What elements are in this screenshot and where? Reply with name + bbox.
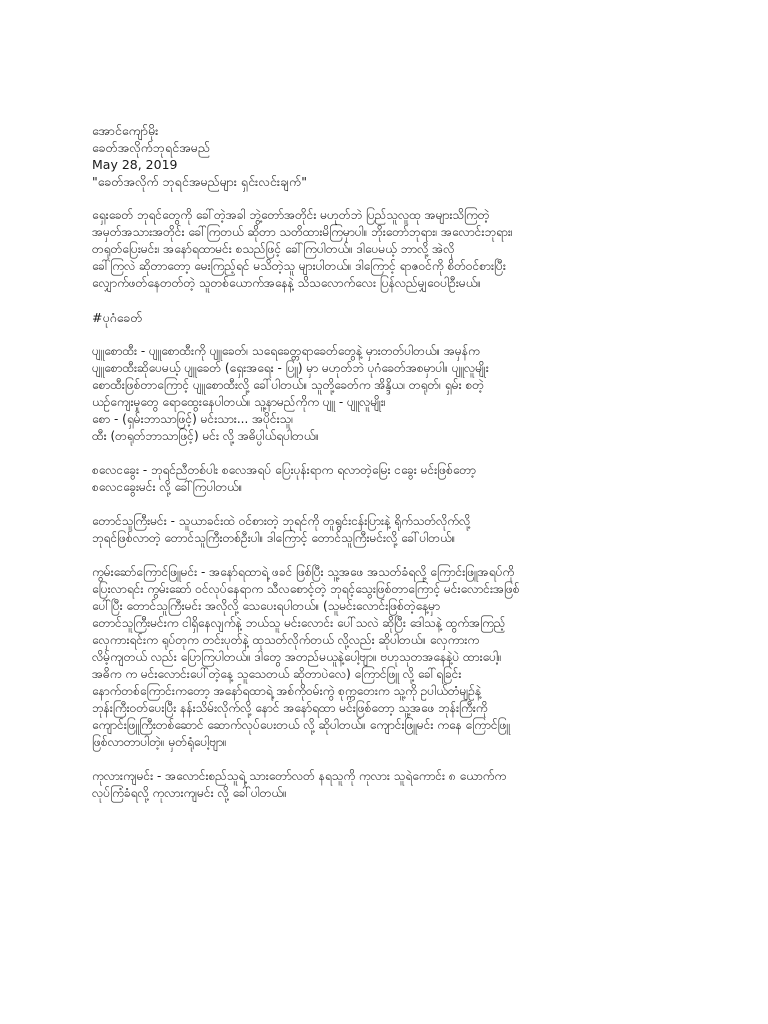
paragraph-kalakya: ကုလားကျမင်း - အလောင်းစည်သူရဲ့ သားတော်လတ် နရသူကို ကုလား သူရဲကောင်း ၈ ယောက်က လုပ်ကြံခံရလို့ ကုလားကျမင်း လို့ ခေါ်ပါတယ်။ xyxy=(92,769,507,800)
intro-paragraph: ရှေးခေတ် ဘုရင်တွေကို ခေါ်တဲ့အခါ ဘွဲ့တော်အတိုင်း မဟုတ်ဘဲ ပြည်သူလူထု အများသိကြတဲ့ အမှတ်အသားအတိုင်း ခေါ်ကြတယ် ဆိုတာ သတိထားမိကြမှာပါ။ ဘိုးတော်ဘုရား၊ အလောင်းဘုရား၊ တရုတ်ပြေးမင်း၊ အနော်ရထာမင်း စသည်ဖြင့် ခေါ်ကြပါတယ်။ ဒါပေမယ့် ဘာလို့ အဲလို ခေါ်ကြလဲ ဆိုတာတော့ မေးကြည့်ရင် မသိတဲ့သူ များပါတယ်။ ဒါကြောင့် ရာဇဝင်ကို စိတ်ဝင်စားပြီး လျှောက်ဖတ်နေတတ်တဲ့ သူတစ်ယောက်အနေနဲ့ သိသလောက်လေး ပြန်လည်မျှဝေပါဦးမယ်။ xyxy=(92,208,513,290)
article-title: "ခေတ်အလိုက် ဘုရင်အမည်များ ရှင်းလင်းချက်" xyxy=(92,174,308,189)
paragraph-sale-ngakwe: စလေငခွေး - ဘုရင်ညီတစ်ပါး စလေအရပ် ပြေးပုန်းရာက ရလာတဲ့မြေး ငခွေး မင်းဖြစ်တော့ စလေငခွေးမင်း လို့ ခေါ်ကြပါတယ်။ xyxy=(92,463,476,494)
document-header xyxy=(92,122,692,190)
document-page xyxy=(92,122,692,819)
column-name: ခေတ်အလိုက်ဘုရင်အမည် xyxy=(92,140,210,155)
paragraph-taungthugyi: တောင်သူကြီးမင်း - သူယာခင်းထဲ ဝင်စားတဲ့ ဘုရင်ကို တူရွင်းငန်းပြားနဲ့ ရိုက်သတ်လိုက်လို့ ဘုရင်ဖြစ်လာတဲ့ တောင်သူကြီးတစ်ဦးပါ။ ဒါကြောင့် တောင်သူကြီးမင်းလို့ ခေါ်ပါတယ်။ xyxy=(92,514,471,545)
section-heading: #ပုဂံခေတ် xyxy=(92,310,143,325)
author-name: အောင်ကျော်မိုး xyxy=(92,123,159,138)
publish-date: May 28, 2019 xyxy=(92,157,178,172)
paragraph-pyusawhti: ပျူစောထီး - ပျူစောထီးကို ပျူခေတ်၊ သရေခေတ္တရာခေတ်တွေနဲ့ မှားတတ်ပါတယ်။ အမှန်က ပျူစောထီးဆိုပေမယ့် ပျူခေတ် (ရှေးအရေး - ပြူ) မှာ မဟုတ်ဘဲ ပုဂံခေတ်အစမှာပါ။ ပျူလူမျိုး စောထီးဖြစ်တာကြောင့် ပျူစောထီးလို့ ခေါ်ပါတယ်။ သူတို့ခေတ်က အိန္ဒိယ၊ တရုတ်၊ ရှမ်း စတဲ့ ယဉ်ကျေးမှုတွေ ရောထွေးနေပါတယ်။ သူ့နာမည်ကိုက ပျူ - ပျူလူမျိုး၊ စော - (ရှမ်းဘာသာဖြင့်) မင်းသား... အပိုင်းသူ၊ ထီး (တရုတ်ဘာသာဖြင့်) မင်း လို့ အဓိပ္ပါယ်ရပါတယ်။ xyxy=(92,344,489,443)
paragraph-kyaungphyu: ကွမ်းဆော်ကြောင်ဖြူမင်း - အနော်ရထာရဲ့ ဖခင် ဖြစ်ပြီး သူ့အဖေ အသတ်ခံရလို့ ကြောင်းဖြူအရပ်ကို ပြေးလာရင်း ကွမ်းဆော် ဝင်လုပ်နေရာက သီလစောင့်တဲ့ ဘုရင့်သွေးဖြစ်တာကြောင့် မင်းလောင်းအဖြစ် ပေါ်ပြီး တောင်သူကြီးမင်း အလိုလို့ သေပေးရပါတယ်။ (သူမင်းလောင်းဖြစ်တဲ့နေ့မှာ တောင်သူကြီးမင်းက ငါရှိနေလျက်နဲ့ ဘယ်သူ မင်းလောင်း ပေါ်သလဲ ဆိုပြီး ဒေါသနဲ့ ထွက်အကြည့် လှေကားရင်းက ရုပ်တုက တင်းပုတ်နဲ့ ထုသတ်လိုက်တယ် လို့လည်း ဆိုပါတယ်။ လှေကားက လိမ့်ကျတယ် လည်း ပြောကြပါတယ်။ ဒါတွေ အတည်မယူနဲ့ပေါ့ဗျာ။ ဗဟုသုတအနေနဲ့ပဲ ထားပေါ့။ အဓိက က မင်းလောင်းပေါ်တဲ့နေ့ သူသေတယ် ဆိုတာပဲလေ) ကြောင်ဖြူ လို့ ခေါ်ရခြင်း နောက်တစ်ကြောင်းကတော့ အနော်ရထာရဲ့ အစ်ကိုဝမ်းကွဲ စုက္ကတေးက သူ့ကို ဥပါယ်တံမျဉ်နဲ့ ဘုန်းကြီးဝတ်ပေးပြီး နန်းသိမ်းလိုက်လို့ နောင် အနော်ရထာ မင်းဖြစ်တော့ သူ့အဖေ ဘုန်းကြီးကို ကျောင်းဖြူကြီးတစ်ဆောင် ဆောက်လုပ်ပေးတယ် လို့ ဆိုပါတယ်။ ကျောင်းဖြူမင်း ကနေ ကြောင်ဖြူ ဖြစ်လာတာပါတဲ့။ မှတ်ရုံပေါ့ဗျာ။ xyxy=(92,565,520,749)
